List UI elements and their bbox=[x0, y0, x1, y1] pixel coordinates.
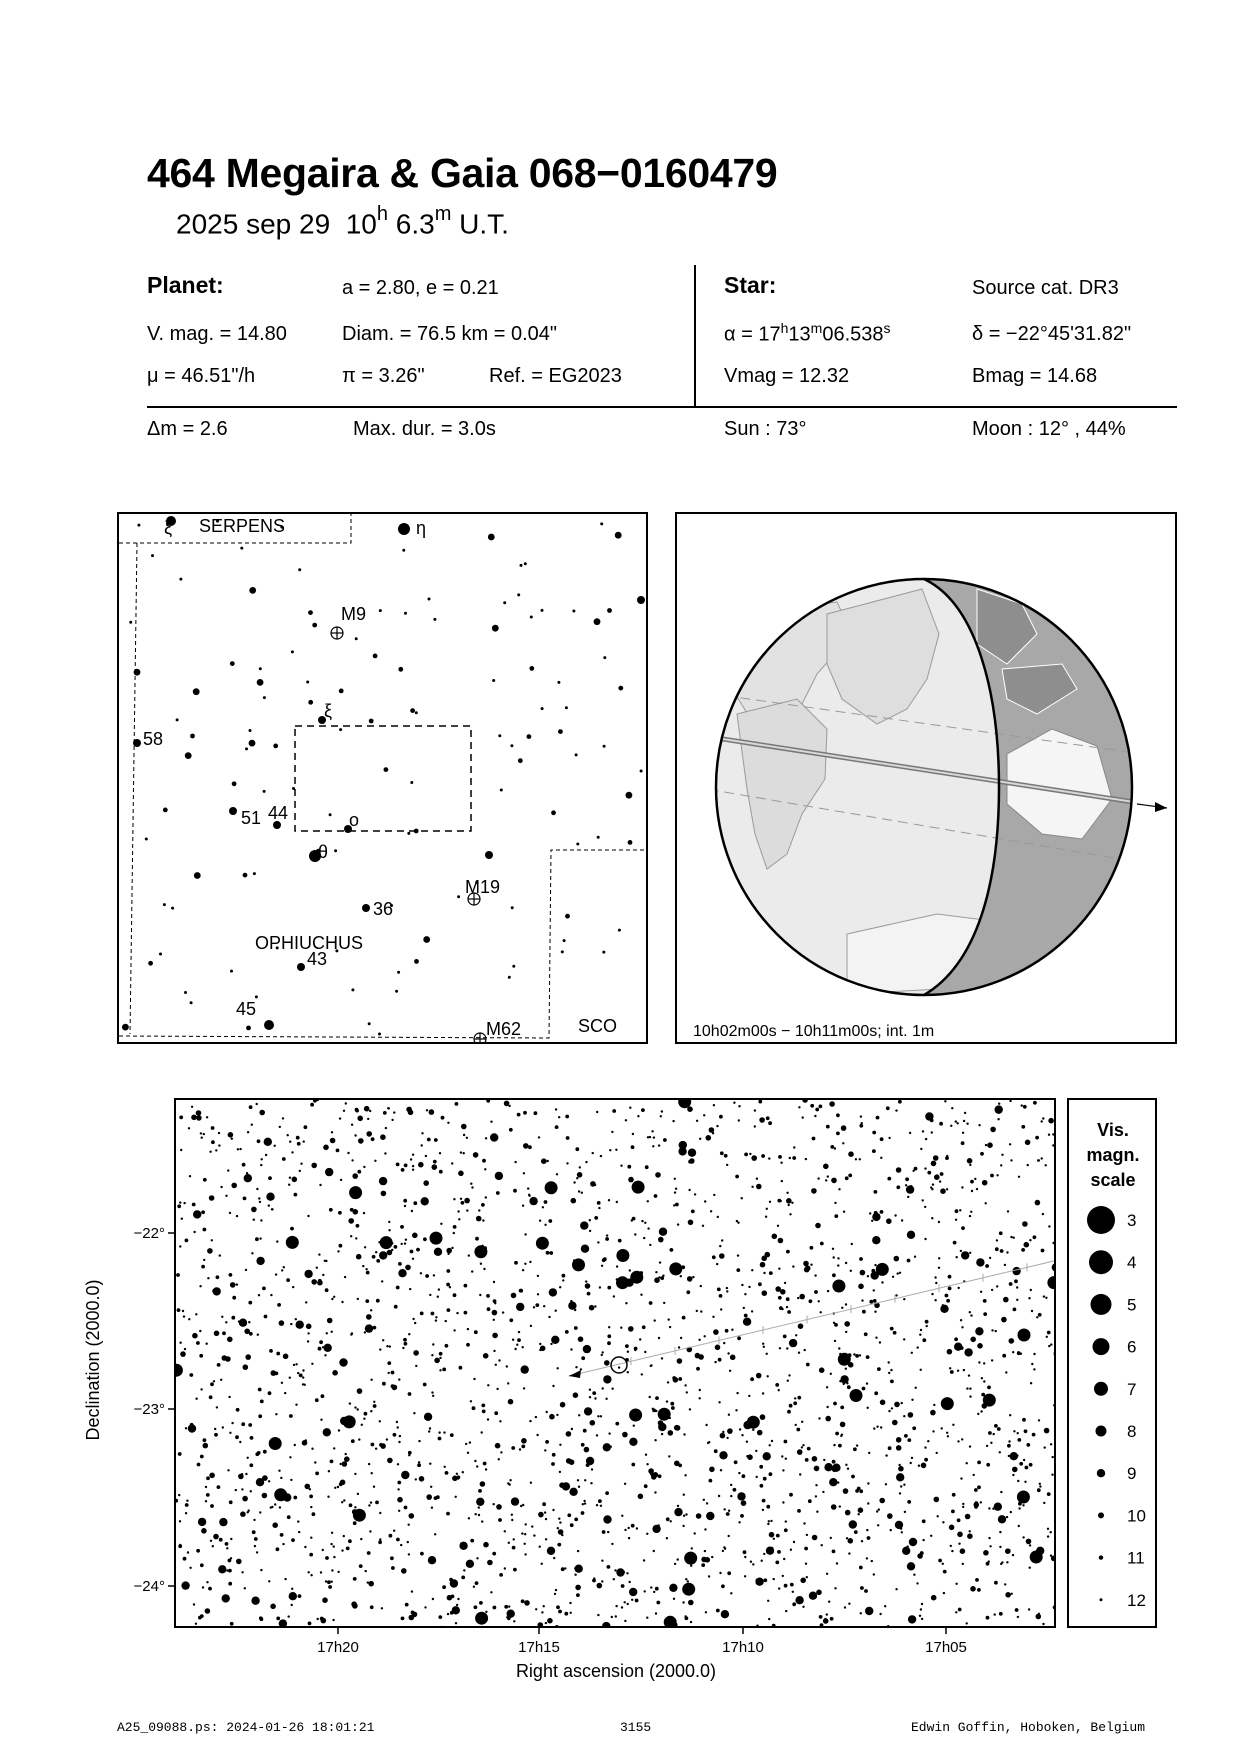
field-star bbox=[457, 895, 460, 898]
label-51: 51 bbox=[241, 808, 262, 828]
alpha-seconds: 06.538 bbox=[822, 323, 884, 346]
field-star bbox=[503, 601, 506, 604]
field-star bbox=[572, 610, 575, 613]
legend-mag-label: 12 bbox=[1127, 1590, 1146, 1610]
field-star bbox=[618, 686, 623, 691]
path-direction-arrow bbox=[1155, 802, 1167, 812]
field-star bbox=[334, 849, 337, 852]
delta-magnitude: Δm = 2.6 bbox=[147, 418, 228, 440]
field-star bbox=[240, 547, 243, 550]
x-axis-label: Right ascension (2000.0) bbox=[515, 1661, 717, 1681]
named-star bbox=[133, 739, 141, 747]
max-duration: Max. dur. = 3.0s bbox=[353, 418, 496, 440]
finder-chart bbox=[117, 512, 648, 1044]
ra-tick-1710: 17h10 bbox=[722, 1639, 764, 1656]
field-star bbox=[576, 843, 579, 846]
field-star bbox=[511, 906, 514, 909]
field-star bbox=[273, 744, 278, 749]
field-star bbox=[355, 637, 358, 640]
legend-mag-label: 10 bbox=[1127, 1506, 1146, 1526]
field-star bbox=[565, 706, 568, 709]
named-star bbox=[297, 963, 305, 971]
field-star bbox=[373, 654, 378, 659]
column-divider bbox=[694, 265, 696, 407]
label-theta: θ bbox=[318, 842, 329, 862]
star-heading: Star: bbox=[724, 272, 777, 298]
legend-mag-dot bbox=[1098, 1512, 1104, 1518]
m19-cluster-icon bbox=[468, 893, 480, 905]
field-star bbox=[492, 625, 499, 632]
field-star bbox=[369, 719, 374, 724]
legend-title-line2: magn. bbox=[1086, 1145, 1140, 1165]
field-star bbox=[194, 872, 201, 879]
field-star bbox=[246, 1026, 251, 1031]
event-date: 2025 sep 29 bbox=[176, 208, 331, 240]
field-star bbox=[259, 667, 262, 670]
dec-tick-22: −22° bbox=[133, 1225, 165, 1242]
ra-tick-1720: 17h20 bbox=[317, 1639, 359, 1656]
field-star bbox=[524, 562, 527, 565]
label-44: 44 bbox=[268, 803, 289, 823]
field-star bbox=[122, 1024, 129, 1031]
field-star bbox=[407, 832, 410, 835]
globe-time-caption: 10h02m00s − 10h11m00s; int. 1m bbox=[693, 1023, 935, 1040]
footer-author: Edwin Goffin, Hoboken, Belgium bbox=[911, 1720, 1146, 1735]
field-star bbox=[145, 838, 148, 841]
field-star bbox=[518, 758, 523, 763]
m9-cluster-icon bbox=[331, 627, 343, 639]
field-star bbox=[433, 618, 436, 621]
label-36: 36 bbox=[373, 899, 394, 919]
field-star bbox=[137, 524, 140, 527]
field-star bbox=[541, 707, 544, 710]
field-star bbox=[561, 950, 564, 953]
label-58: 58 bbox=[143, 729, 164, 749]
footer-file: A25_09088.ps: 2024-01-26 18:01:21 bbox=[117, 1720, 375, 1735]
field-star bbox=[498, 734, 501, 737]
field-star bbox=[423, 936, 430, 943]
planet-vmag: V. mag. = 14.80 bbox=[147, 323, 287, 345]
legend-mag-dot bbox=[1094, 1382, 1108, 1396]
planet-heading: Planet: bbox=[147, 272, 224, 298]
star-alpha bbox=[724, 320, 891, 347]
detail-chart-axes bbox=[0, 1090, 1239, 1690]
field-star bbox=[415, 711, 418, 714]
field-star bbox=[395, 990, 398, 993]
field-star bbox=[594, 618, 601, 625]
legend-mag-label: 3 bbox=[1127, 1211, 1137, 1230]
legend-mag-dot bbox=[1093, 1338, 1110, 1355]
field-star bbox=[558, 729, 563, 734]
field-star bbox=[193, 688, 200, 695]
page-title: 464 Megaira & Gaia 068−0160479 bbox=[147, 150, 778, 196]
field-star bbox=[322, 721, 325, 724]
field-star bbox=[618, 929, 621, 932]
field-star bbox=[134, 669, 141, 676]
star-source: Source cat. DR3 bbox=[972, 277, 1119, 299]
field-star bbox=[602, 951, 605, 954]
field-star bbox=[510, 744, 513, 747]
field-star bbox=[308, 610, 313, 615]
field-star bbox=[529, 666, 534, 671]
field-star bbox=[163, 808, 168, 813]
field-star bbox=[298, 568, 301, 571]
label-serpens: SERPENS bbox=[199, 516, 286, 536]
field-star bbox=[500, 789, 503, 792]
star-vmag: Vmag = 12.32 bbox=[724, 365, 850, 387]
field-star bbox=[151, 554, 154, 557]
legend-mag-label: 11 bbox=[1127, 1548, 1145, 1568]
planet-diameter: Diam. = 76.5 km = 0.04" bbox=[342, 323, 557, 345]
magnitude-legend bbox=[1067, 1098, 1157, 1628]
label-m62: M62 bbox=[486, 1019, 522, 1039]
field-star bbox=[398, 667, 403, 672]
field-star bbox=[492, 679, 495, 682]
label-ophiuchus: OPHIUCHUS bbox=[255, 933, 364, 953]
globe-panel bbox=[675, 512, 1177, 1044]
field-star bbox=[329, 813, 332, 816]
field-star bbox=[230, 970, 233, 973]
y-axis-label: Declination (2000.0) bbox=[83, 1279, 103, 1441]
field-star bbox=[640, 770, 643, 773]
named-star bbox=[229, 807, 237, 815]
label-m19: M19 bbox=[465, 877, 501, 897]
field-star bbox=[263, 696, 266, 699]
field-star bbox=[428, 598, 431, 601]
field-star bbox=[626, 792, 633, 799]
planet-orbit: a = 2.80, e = 0.21 bbox=[342, 277, 499, 299]
label-sco: SCO bbox=[578, 1016, 618, 1036]
named-star bbox=[637, 596, 645, 604]
field-star bbox=[563, 939, 566, 942]
field-star bbox=[379, 609, 382, 612]
field-star bbox=[179, 578, 182, 581]
field-star bbox=[351, 988, 354, 991]
field-star bbox=[508, 976, 511, 979]
field-star bbox=[414, 829, 419, 834]
label-43: 43 bbox=[307, 949, 328, 969]
field-star bbox=[312, 623, 317, 628]
minute-unit: m bbox=[434, 203, 452, 225]
named-star bbox=[398, 523, 410, 535]
field-star bbox=[263, 790, 266, 793]
field-star bbox=[410, 708, 415, 713]
globe-svg bbox=[677, 514, 1177, 1044]
field-star bbox=[159, 953, 162, 956]
field-star bbox=[368, 1022, 371, 1025]
field-star bbox=[339, 728, 342, 731]
legend-title-line1: Vis. bbox=[1097, 1120, 1129, 1140]
legend-mag-label: 5 bbox=[1127, 1295, 1137, 1315]
field-star bbox=[176, 718, 179, 721]
field-star bbox=[600, 522, 603, 525]
field-star bbox=[339, 689, 344, 694]
dec-tick-24: −24° bbox=[133, 1578, 165, 1595]
field-star bbox=[410, 781, 413, 784]
star-bmag: Bmag = 14.68 bbox=[972, 365, 1098, 387]
alpha-h-unit: h bbox=[780, 320, 789, 336]
dec-tick-23: −23° bbox=[133, 1401, 165, 1418]
field-star bbox=[230, 661, 235, 666]
time-suffix: U.T. bbox=[459, 208, 509, 240]
field-star bbox=[520, 564, 523, 567]
legend-title-line3: scale bbox=[1090, 1170, 1136, 1190]
label-m9: M9 bbox=[341, 604, 367, 624]
label-xi-serpens: ξ bbox=[164, 518, 173, 538]
legend-mag-dot bbox=[1091, 1294, 1112, 1315]
field-star bbox=[603, 745, 606, 748]
field-star bbox=[306, 681, 309, 684]
event-time bbox=[176, 203, 509, 240]
field-star bbox=[530, 616, 533, 619]
event-minute: 6.3 bbox=[395, 208, 435, 240]
legend-mag-dot bbox=[1099, 1555, 1103, 1559]
field-star bbox=[249, 740, 256, 747]
finder-chart-svg bbox=[119, 514, 648, 1044]
alpha-m-unit: m bbox=[810, 320, 823, 336]
field-star bbox=[404, 612, 407, 615]
field-star bbox=[291, 650, 294, 653]
field-star bbox=[257, 679, 264, 686]
field-star bbox=[557, 681, 560, 684]
field-star bbox=[603, 656, 606, 659]
legend-mag-dot bbox=[1089, 1250, 1113, 1274]
planet-motion: μ = 46.51"/h bbox=[147, 365, 256, 387]
hour-unit: h bbox=[376, 203, 388, 225]
field-star bbox=[397, 971, 400, 974]
field-star bbox=[565, 914, 570, 919]
field-star bbox=[488, 534, 495, 541]
alpha-prefix: α = 17 bbox=[724, 323, 781, 346]
field-star bbox=[607, 608, 612, 613]
field-star bbox=[512, 965, 515, 968]
field-star bbox=[628, 840, 633, 845]
legend-mag-dot bbox=[1096, 1426, 1107, 1437]
label-omicron: o bbox=[349, 810, 360, 830]
field-star bbox=[575, 753, 578, 756]
field-star bbox=[190, 734, 195, 739]
label-45: 45 bbox=[236, 999, 257, 1019]
field-star bbox=[378, 1033, 381, 1036]
legend-mag-label: 9 bbox=[1127, 1464, 1137, 1484]
alpha-minutes: 13 bbox=[788, 323, 811, 346]
named-star bbox=[264, 1020, 274, 1030]
planet-parallax: π = 3.26" bbox=[342, 365, 425, 387]
field-star bbox=[402, 549, 405, 552]
named-star bbox=[362, 904, 370, 912]
field-star bbox=[597, 836, 600, 839]
detail-field-outline bbox=[295, 726, 471, 831]
star-delta: δ = −22°45'31.82" bbox=[972, 323, 1132, 345]
legend-mag-dot bbox=[1100, 1598, 1103, 1601]
ra-tick-1705: 17h05 bbox=[925, 1639, 967, 1656]
field-star bbox=[541, 609, 544, 612]
m62-cluster-icon bbox=[474, 1033, 486, 1044]
field-star bbox=[249, 587, 256, 594]
table-rule bbox=[147, 406, 1177, 408]
field-star bbox=[129, 621, 132, 624]
field-star bbox=[255, 995, 258, 998]
field-star bbox=[414, 959, 419, 964]
legend-svg bbox=[1069, 1100, 1157, 1628]
field-star bbox=[253, 872, 256, 875]
event-hour: 10 bbox=[345, 208, 377, 240]
footer-number: 3155 bbox=[620, 1720, 652, 1735]
field-star bbox=[232, 781, 237, 786]
field-star bbox=[292, 787, 295, 790]
field-star bbox=[517, 593, 520, 596]
field-star bbox=[308, 700, 313, 705]
field-star bbox=[527, 734, 532, 739]
legend-mag-label: 8 bbox=[1127, 1422, 1137, 1441]
west-boundary bbox=[130, 543, 137, 1034]
alpha-s-unit: s bbox=[883, 320, 891, 336]
sun-elongation: Sun : 73° bbox=[724, 418, 807, 440]
legend-mag-dot bbox=[1097, 1469, 1105, 1477]
legend-mag-label: 4 bbox=[1127, 1253, 1137, 1273]
field-star bbox=[384, 767, 389, 772]
legend-mag-dot bbox=[1087, 1206, 1115, 1234]
field-star bbox=[163, 903, 166, 906]
legend-mag-label: 6 bbox=[1127, 1337, 1137, 1357]
field-star bbox=[148, 961, 153, 966]
field-star bbox=[249, 729, 252, 732]
field-star bbox=[245, 747, 248, 750]
ra-tick-1715: 17h15 bbox=[518, 1639, 560, 1656]
label-xi: ξ bbox=[324, 701, 333, 721]
field-star bbox=[551, 810, 556, 815]
field-star bbox=[190, 1001, 193, 1004]
label-eta: η bbox=[416, 518, 427, 538]
field-star bbox=[243, 873, 248, 878]
legend-mag-label: 7 bbox=[1127, 1379, 1137, 1399]
planet-reference: Ref. = EG2023 bbox=[489, 365, 622, 387]
field-star bbox=[184, 991, 187, 994]
field-star bbox=[171, 907, 174, 910]
moon-elongation: Moon : 12° , 44% bbox=[972, 418, 1126, 440]
field-star bbox=[185, 752, 192, 759]
named-star bbox=[485, 851, 493, 859]
field-star bbox=[615, 532, 622, 539]
